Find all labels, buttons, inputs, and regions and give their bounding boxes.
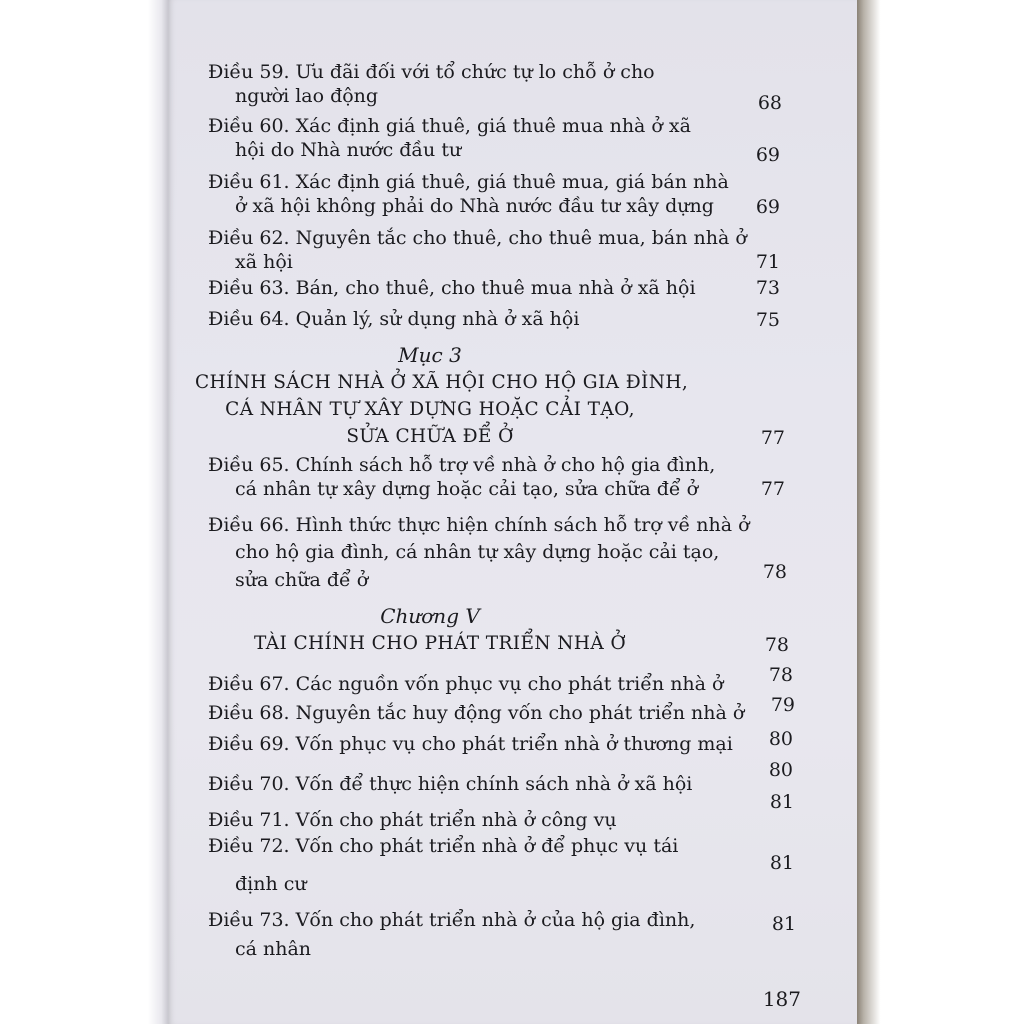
toc-entry-line: Điều 69. Vốn phục vụ cho phát triển nhà ở thương mại [208,733,733,755]
toc-page-number: 81 [771,913,796,935]
toc-page-number: 68 [757,92,782,114]
toc-entry-line: Điều 60. Xác định giá thuê, giá thuê mua nhà ở xã [208,115,691,137]
toc-entry-line: Điều 71. Vốn cho phát triển nhà ở công vụ [208,809,617,831]
section-label: Mục 3 [398,343,462,367]
toc-entry-line: Điều 67. Các nguồn vốn phục vụ cho phát triển nhà ở [208,673,724,695]
toc-page-number: 73 [755,277,780,299]
section-title-line: CÁ NHÂN TỰ XÂY DỰNG HOẶC CẢI TẠO, [225,399,635,420]
toc-entry-line: cho hộ gia đình, cá nhân tự xây dựng hoặc cải tạo, [235,541,720,563]
toc-entry-line: Điều 70. Vốn để thực hiện chính sách nhà ở xã hội [208,773,693,795]
toc-entry-line: Điều 68. Nguyên tắc huy động vốn cho phát triển nhà ở [208,702,745,724]
toc-page-number: 80 [768,728,793,750]
background-left [0,0,168,1024]
toc-entry-line: Điều 61. Xác định giá thuê, giá thuê mua, giá bán nhà [208,171,729,193]
toc-page-number: 69 [755,196,780,218]
toc-entry-line: sửa chữa để ở [235,569,369,591]
toc-page-number: 69 [755,144,780,166]
toc-page-number: 78 [762,561,787,583]
toc-page-number: 79 [770,694,795,716]
page-number: 187 [762,987,801,1011]
toc-entry-line: hội do Nhà nước đầu tư [235,139,462,161]
section-title-line: SỬA CHỮA ĐỂ Ở [346,426,514,447]
toc-entry-line: Điều 66. Hình thức thực hiện chính sách hỗ trợ về nhà ở [208,514,750,536]
toc-page-number: 77 [760,427,785,449]
toc-entry-line: ở xã hội không phải do Nhà nước đầu tư xây dựng [235,195,714,217]
toc-entry-line: Điều 73. Vốn cho phát triển nhà ở của hộ gia đình, [208,909,696,931]
toc-entry-line: xã hội [235,251,293,273]
background-right [857,0,1024,1024]
toc-entry-line: Điều 63. Bán, cho thuê, cho thuê mua nhà ở xã hội [208,277,696,299]
toc-page-number: 81 [769,852,794,874]
toc-page-number: 77 [760,478,785,500]
toc-page-number: 71 [755,251,780,273]
chapter-label: Chương V [380,604,480,628]
toc-page-number: 78 [764,634,789,656]
toc-entry-line: Điều 72. Vốn cho phát triển nhà ở để phục vụ tái [208,835,679,857]
toc-entry-line: Điều 59. Ưu đãi đối với tổ chức tự lo chỗ ở cho [208,61,655,83]
toc-page-number: 81 [769,791,794,813]
toc-page-number: 75 [755,309,780,331]
toc-entry-line: cá nhân tự xây dựng hoặc cải tạo, sửa chữa để ở [235,478,699,500]
toc-entry-line: định cư [235,873,307,895]
toc-entry-line: Điều 65. Chính sách hỗ trợ về nhà ở cho hộ gia đình, [208,454,716,476]
toc-entry-line: Điều 62. Nguyên tắc cho thuê, cho thuê mua, bán nhà ở [208,227,747,249]
toc-entry-line: cá nhân [235,938,312,960]
section-title-line: CHÍNH SÁCH NHÀ Ở XÃ HỘI CHO HỘ GIA ĐÌNH, [195,372,689,393]
toc-entry-line: người lao động [235,85,379,107]
toc-page-number: 80 [768,759,793,781]
toc-page-number: 78 [768,664,793,686]
toc-entry-line: Điều 64. Quản lý, sử dụng nhà ở xã hội [208,308,580,330]
chapter-title: TÀI CHÍNH CHO PHÁT TRIỂN NHÀ Ở [253,633,627,654]
